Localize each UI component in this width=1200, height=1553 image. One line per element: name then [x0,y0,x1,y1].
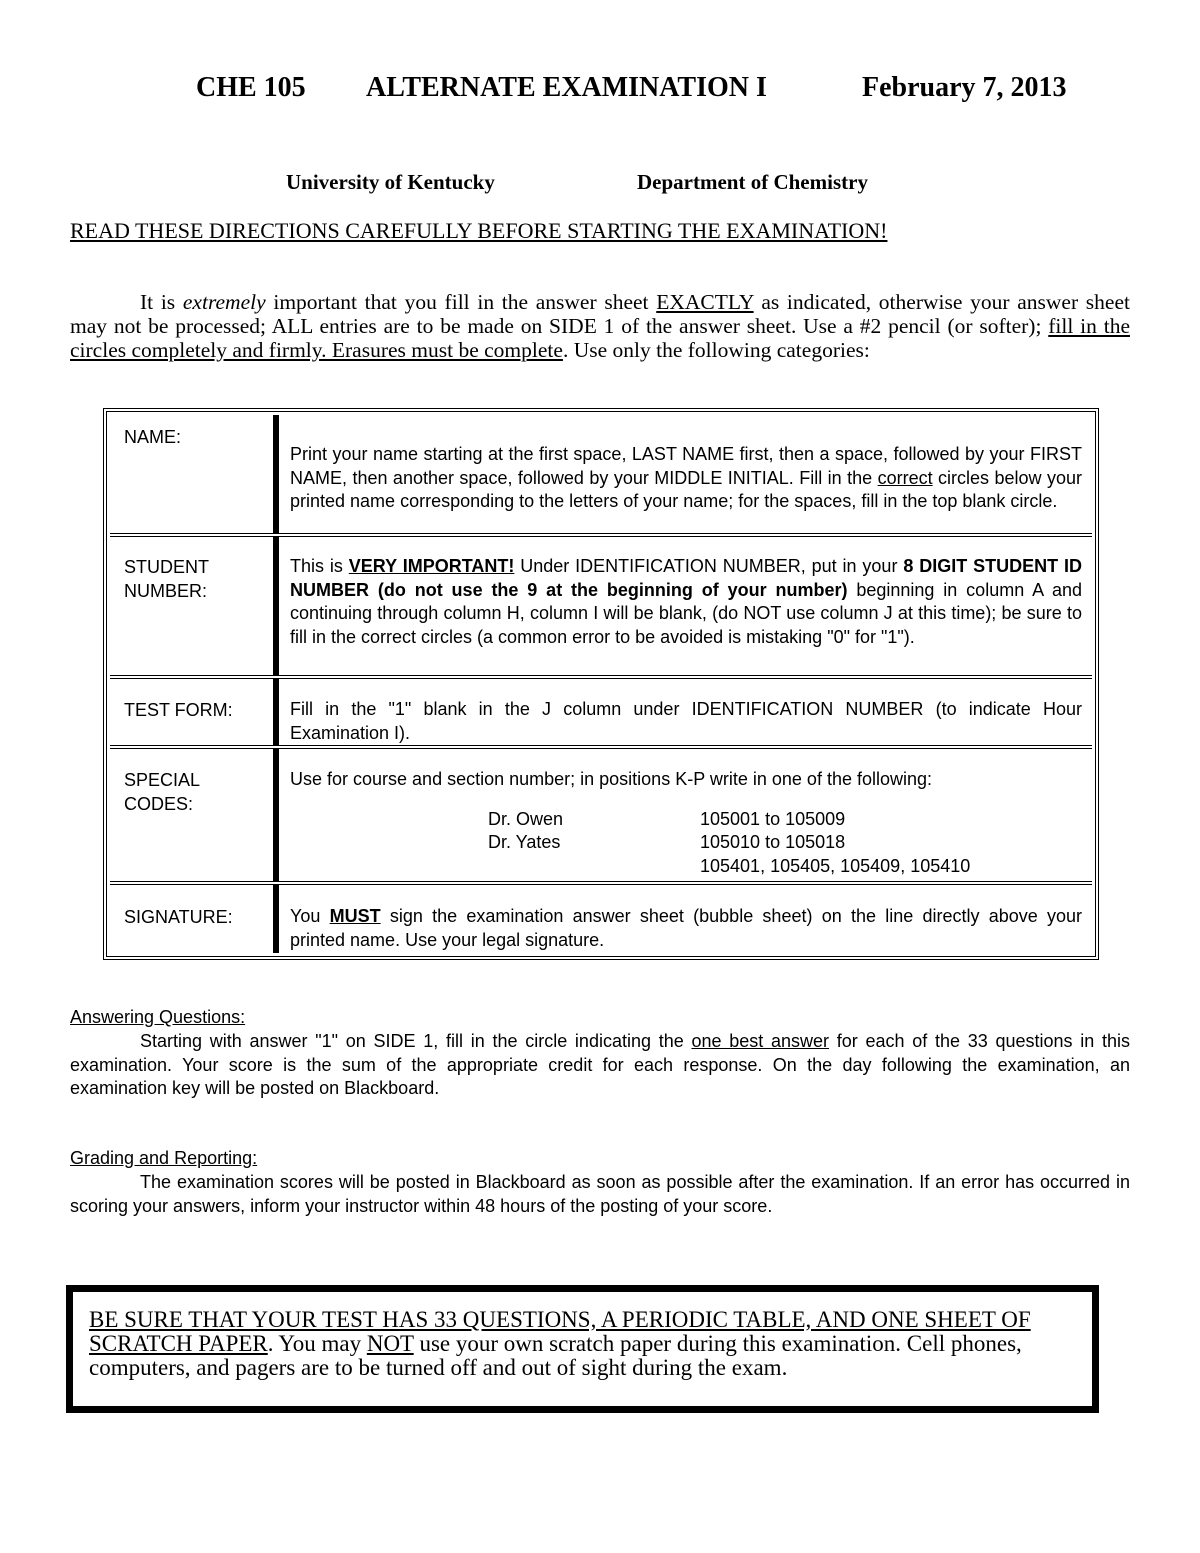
row-label: SPECIAL CODES: [124,770,200,814]
department-name: Department of Chemistry [637,170,868,194]
notice-box: BE SURE THAT YOUR TEST HAS 33 QUESTIONS, A PERIODIC TABLE, AND ONE SHEET OF SCRATCH PAPER. You may NOT use your own scratch paper during this examination. Cell phones, computers, and pagers are to be turned off and out of sight during the exam. [66,1285,1099,1413]
row-text: Print your name starting at the first space, LAST NAME first, then a space, followed by your FIRST NAME, then another space, followed by your MIDDLE INITIAL. Fill in the correct circles below your printed name corresponding to the letters of your name; for the spaces, fill in the top blank circle. [290,444,1082,511]
exam-header [196,72,1067,104]
row-text: Use for course and section number; in positions K-P write in one of the following: Dr. Owen 105001 to 105009 Dr. Yates 105010 to 105018 105401, 105405, 105409, 105410 [290,768,1082,880]
answering-body: Starting with answer "1" on SIDE 1, fill in the circle indicating the one best answer for each of the 33 questions in this examination. Your score is the sum of the appropriate credit for each response. On the day following the examination, an examination key will be posted on Blackboard. [70,1031,1130,1098]
special-codes-list: Dr. Owen 105001 to 105009 Dr. Yates 105010 to 105018 105401, 105405, 105409, 105410 [488,808,971,876]
row-text: Fill in the "1" blank in the J column under IDENTIFICATION NUMBER (to indicate Hour Examination I). [290,699,1082,743]
row-label: TEST FORM: [124,700,233,720]
row-label: NAME: [124,427,182,447]
exam-title: ALTERNATE EXAMINATION I [366,72,767,103]
exam-subheader [286,170,868,195]
row-label: STUDENT NUMBER: [124,557,209,601]
grading-title: Grading and Reporting: [70,1148,258,1168]
answering-title: Answering Questions: [70,1007,246,1027]
directions-title: READ THESE DIRECTIONS CAREFULLY BEFORE STARTING THE EXAMINATION! [70,218,888,243]
table-row-student-number [110,537,1092,679]
grading-body: The examination scores will be posted in Blackboard as soon as possible after the examination. If an error has occurred in scoring your answers, inform your instructor within 48 hours of the posting of your score. [70,1172,1130,1216]
intro-paragraph: It is extremely important that you fill in the answer sheet EXACTLY as indicated, otherwise your answer sheet may not be processed; ALL entries are to be made on SIDE 1 of the answer sheet. Use a #2 pencil (or softer); fill in the circles completely and firmly. Erasures must be complete. Use only the following categories: [70,290,1130,362]
table-row-signature [110,885,1092,953]
table-row-special-codes [110,749,1092,885]
university-name: University of Kentucky [286,170,495,194]
table-row-name [110,415,1092,537]
instructions-table [103,408,1099,960]
course-code: CHE 105 [196,72,306,103]
table-row-test-form [110,679,1092,749]
exam-date: February 7, 2013 [862,72,1067,103]
row-text: This is VERY IMPORTANT! Under IDENTIFICATION NUMBER, put in your 8 DIGIT STUDENT ID NUMBER (do not use the 9 at the beginning of your number) beginning in column A and continuing through column H, column I will be blank, (do NOT use column J at this time); be sure to fill in the correct circles (a common error to be avoided is mistaking "0" for "1"). [290,556,1083,647]
row-label: SIGNATURE: [124,907,233,927]
row-text: You MUST sign the examination answer sheet (bubble sheet) on the line directly above your printed name. Use your legal signature. [290,906,1082,950]
